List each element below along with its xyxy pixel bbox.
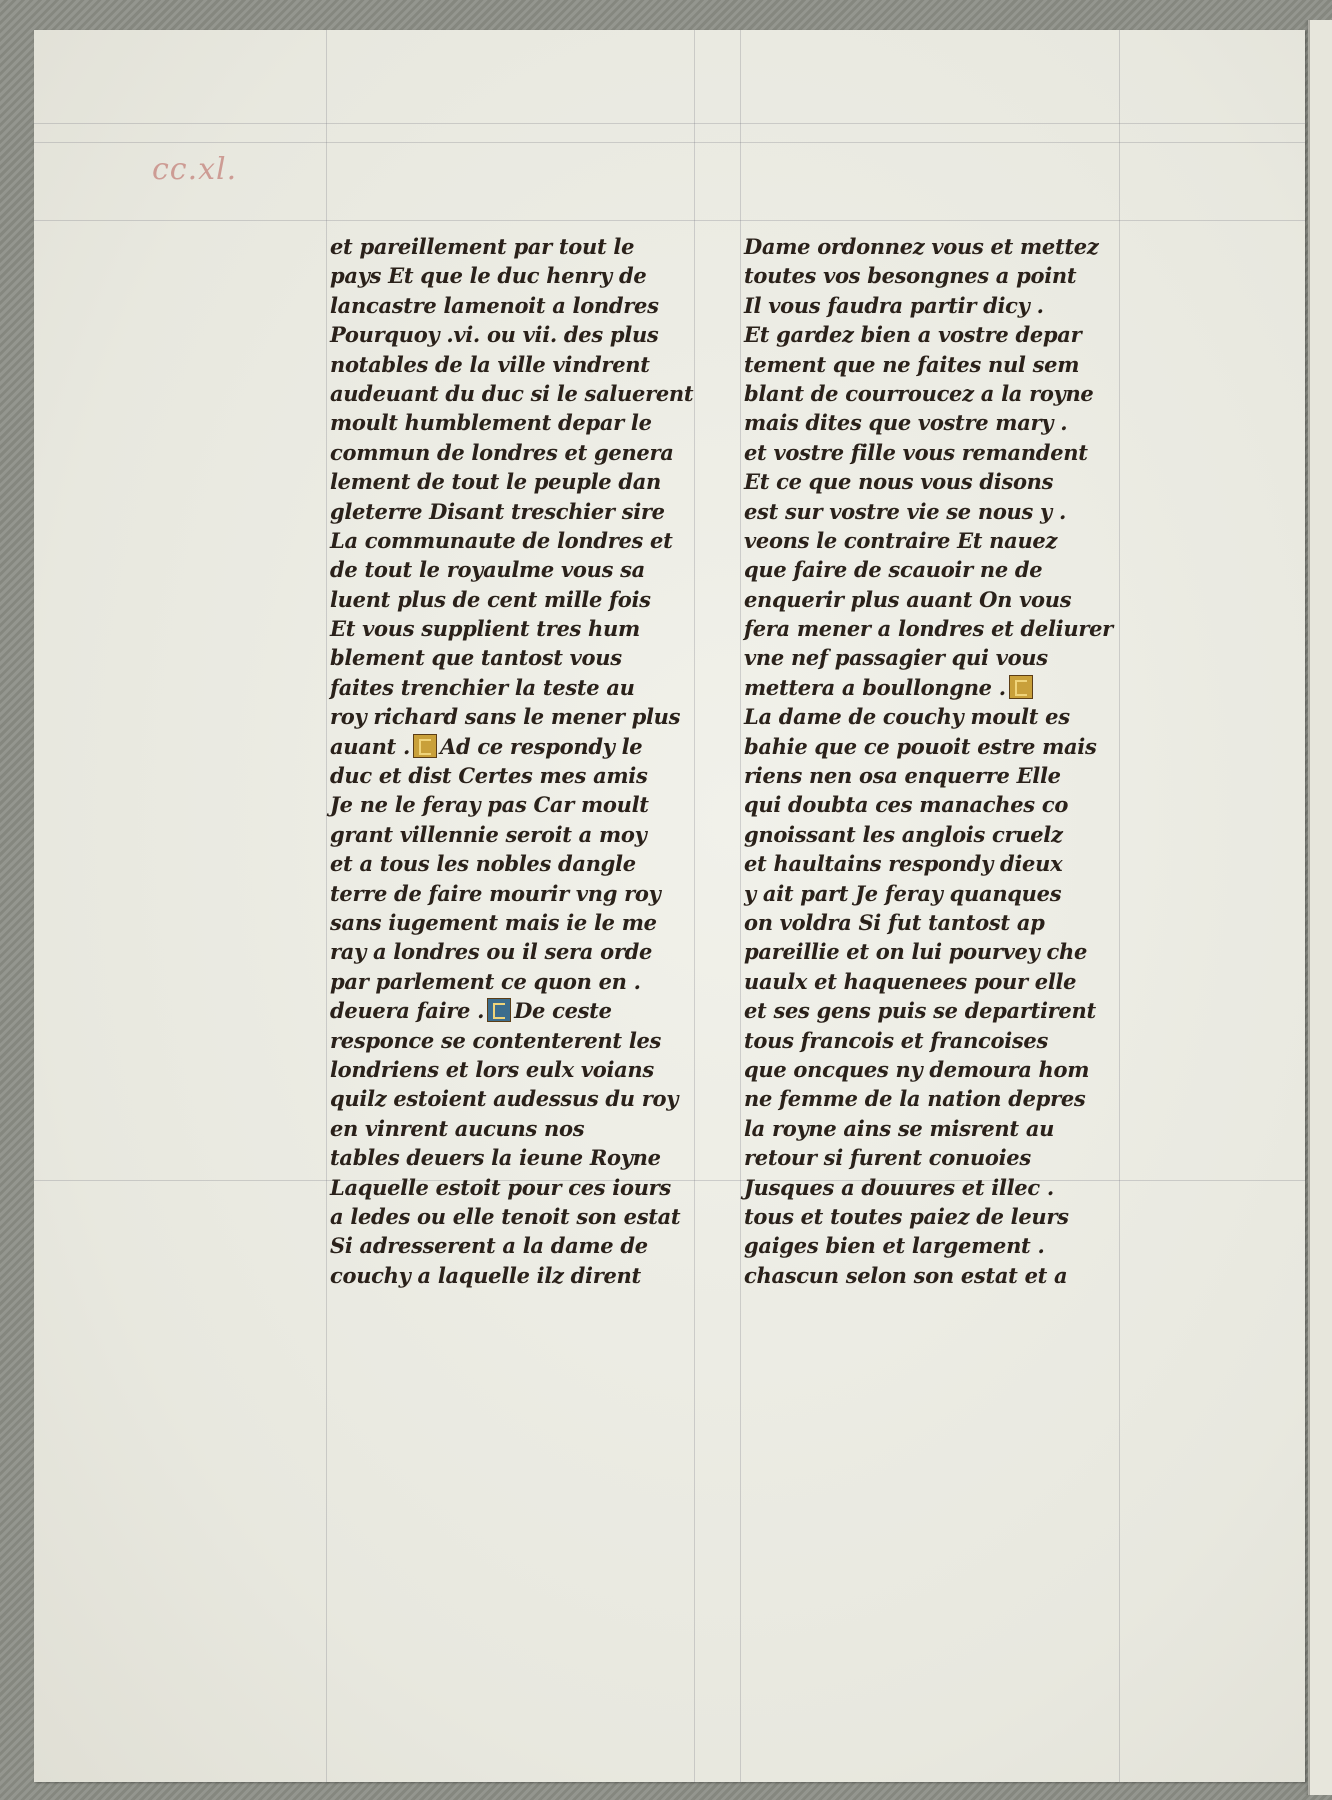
- text-line: [744, 526, 1124, 555]
- text-line-content: tement que ne faites nul sem: [744, 351, 1080, 377]
- text-line-content: la royne ains se misrent au: [744, 1115, 1055, 1141]
- text-line-content: gaiges bien et largement .: [744, 1233, 1045, 1259]
- text-line-content: on voldra Si fut tantost ap: [744, 909, 1045, 935]
- text-line: [330, 497, 710, 526]
- text-line: [744, 438, 1124, 467]
- text-line-content: fera mener a londres et deliurer: [744, 616, 1113, 642]
- text-line: [744, 702, 1124, 731]
- decorated-initial-icon: [487, 998, 511, 1022]
- text-line: [744, 408, 1124, 437]
- text-line-content: enquerir plus auant On vous: [744, 586, 1072, 612]
- text-line: [330, 1231, 710, 1260]
- text-line: [744, 673, 1124, 702]
- text-line: [330, 1084, 710, 1113]
- text-line: [330, 1114, 710, 1143]
- text-line-content: et ses gens puis se departirent: [744, 998, 1096, 1024]
- text-line-content: La communaute de londres et: [330, 527, 673, 553]
- text-line: [330, 1143, 710, 1172]
- text-line-content: blant de courroucez a la royne: [744, 380, 1094, 406]
- text-line: [744, 1114, 1124, 1143]
- text-line-content: a ledes ou elle tenoit son estat: [330, 1203, 681, 1229]
- text-line: [744, 614, 1124, 643]
- text-line-content: deuera faire .: [330, 998, 485, 1024]
- text-line: [744, 232, 1124, 261]
- initial-text: Ad ce respondy le: [439, 733, 643, 759]
- text-line: [330, 614, 710, 643]
- text-line: [744, 732, 1124, 761]
- text-line: [744, 761, 1124, 790]
- text-line-content: Je ne le feray pas Car moult: [330, 792, 649, 818]
- text-line: [330, 908, 710, 937]
- text-line-content: uaulx et haquenees pour elle: [744, 968, 1077, 994]
- folio-number: cc.xl.: [152, 152, 238, 187]
- text-line: [744, 790, 1124, 819]
- text-line: [744, 1231, 1124, 1260]
- text-line: [330, 937, 710, 966]
- text-line-content: chascun selon son estat et a: [744, 1262, 1068, 1288]
- text-line: [330, 996, 710, 1025]
- text-line: [744, 320, 1124, 349]
- text-line: [330, 732, 710, 761]
- text-line: [744, 1202, 1124, 1231]
- text-line-content: couchy a laquelle ilz dirent: [330, 1262, 641, 1288]
- text-line-content: commun de londres et genera: [330, 439, 674, 465]
- text-line: [744, 1055, 1124, 1084]
- text-line-content: mettera a boullongne .: [744, 674, 1006, 700]
- text-line-content: veons le contraire Et nauez: [744, 527, 1058, 553]
- text-line-content: toutes vos besongnes a point: [744, 263, 1077, 289]
- text-line: [330, 232, 710, 261]
- text-line: [330, 261, 710, 290]
- text-line-content: gleterre Disant treschier sire: [330, 498, 665, 524]
- text-line: [330, 673, 710, 702]
- text-line-content: Jusques a douures et illec .: [744, 1174, 1054, 1200]
- text-line-content: retour si furent conuoies: [744, 1145, 1031, 1171]
- text-line: [330, 1261, 710, 1290]
- text-line: [744, 585, 1124, 614]
- text-line: [330, 643, 710, 672]
- text-line-content: lement de tout le peuple dan: [330, 469, 661, 495]
- text-line: [744, 291, 1124, 320]
- text-line: [330, 379, 710, 408]
- text-line: [744, 555, 1124, 584]
- text-line: [744, 643, 1124, 672]
- text-line-content: notables de la ville vindrent: [330, 351, 650, 377]
- text-line-content: roy richard sans le mener plus: [330, 704, 681, 730]
- text-line-content: terre de faire mourir vng roy: [330, 880, 661, 906]
- decorated-initial-icon: [1009, 675, 1033, 699]
- text-line-content: grant villennie seroit a moy: [330, 821, 647, 847]
- text-line: [330, 320, 710, 349]
- text-line-content: que faire de scauoir ne de: [744, 557, 1043, 583]
- text-line-content: londriens et lors eulx voians: [330, 1056, 654, 1082]
- text-line: [330, 790, 710, 819]
- text-line: [744, 908, 1124, 937]
- text-line: [744, 261, 1124, 290]
- text-line: [330, 967, 710, 996]
- initial-text: De ceste: [514, 998, 612, 1024]
- text-line: [744, 879, 1124, 908]
- text-line-content: moult humblement depar le: [330, 410, 652, 436]
- text-line-content: Dame ordonnez vous et mettez: [744, 234, 1099, 259]
- text-line: [330, 555, 710, 584]
- text-line: [744, 379, 1124, 408]
- ruling-line: [34, 123, 1305, 124]
- text-line-content: bahie que ce pouoit estre mais: [744, 733, 1097, 759]
- ruling-line: [34, 142, 1305, 143]
- text-line-content: tous francois et francoises: [744, 1027, 1049, 1053]
- text-line-content: qui doubta ces manaches co: [744, 792, 1069, 818]
- text-line-content: Pourquoy .vi. ou vii. des plus: [330, 322, 659, 348]
- text-line-content: Et gardez bien a vostre depar: [744, 322, 1082, 348]
- text-line-content: Et vous supplient tres hum: [330, 616, 640, 642]
- text-line-content: et pareillement par tout le: [330, 234, 635, 259]
- text-line-content: duc et dist Certes mes amis: [330, 763, 648, 789]
- text-line: [744, 1026, 1124, 1055]
- text-line-content: et vostre fille vous remandent: [744, 439, 1088, 465]
- text-line-content: sans iugement mais ie le me: [330, 909, 657, 935]
- left-text-column: [330, 232, 710, 1290]
- text-line: [744, 1173, 1124, 1202]
- text-line: [330, 1026, 710, 1055]
- text-line: [330, 702, 710, 731]
- text-line-content: Et ce que nous vous disons: [744, 469, 1054, 495]
- text-line-content: par parlement ce quon en .: [330, 968, 641, 994]
- text-line-content: que oncques ny demoura hom: [744, 1056, 1090, 1082]
- text-line: [744, 1143, 1124, 1172]
- text-line: [330, 1202, 710, 1231]
- text-line: [744, 996, 1124, 1025]
- text-line-content: mais dites que vostre mary .: [744, 410, 1068, 436]
- text-line: [744, 467, 1124, 496]
- text-line: [744, 849, 1124, 878]
- ruling-line: [34, 220, 1305, 221]
- text-line: [330, 467, 710, 496]
- text-line-content: blement que tantost vous: [330, 645, 622, 671]
- text-line: [744, 937, 1124, 966]
- text-line-content: Il vous faudra partir dicy .: [744, 292, 1044, 318]
- text-line: [330, 1055, 710, 1084]
- text-line: [330, 350, 710, 379]
- text-line: [744, 820, 1124, 849]
- text-line-content: audeuant du duc si le saluerent: [330, 380, 694, 406]
- text-line-content: responce se contenterent les: [330, 1027, 662, 1053]
- text-line-content: luent plus de cent mille fois: [330, 586, 651, 612]
- text-line-content: lancastre lamenoit a londres: [330, 292, 659, 318]
- text-line-content: ne femme de la nation depres: [744, 1086, 1086, 1112]
- text-line-content: tous et toutes paiez de leurs: [744, 1203, 1069, 1229]
- text-line: [330, 1173, 710, 1202]
- text-line-content: riens nen osa enquerre Elle: [744, 763, 1061, 789]
- text-line-content: Si adresserent a la dame de: [330, 1233, 648, 1259]
- text-line-content: Laquelle estoit pour ces iours: [330, 1174, 671, 1200]
- text-line-content: de tout le royaulme vous sa: [330, 557, 645, 583]
- text-line: [330, 291, 710, 320]
- text-line: [330, 408, 710, 437]
- text-line: [330, 879, 710, 908]
- right-text-column: [744, 232, 1124, 1290]
- text-line: [330, 761, 710, 790]
- text-line: [330, 849, 710, 878]
- text-line: [330, 438, 710, 467]
- text-line-content: est sur vostre vie se nous y .: [744, 498, 1066, 524]
- text-line: [744, 350, 1124, 379]
- text-line-content: y ait part Je feray quanques: [744, 880, 1062, 906]
- text-line-content: et a tous les nobles dangle: [330, 851, 636, 877]
- text-line-content: ray a londres ou il sera orde: [330, 939, 653, 965]
- text-line-content: pays Et que le duc henry de: [330, 263, 647, 289]
- adjacent-page-edge: [1308, 20, 1332, 1795]
- text-line: [330, 526, 710, 555]
- ruling-line: [740, 30, 741, 1782]
- text-line-content: gnoissant les anglois cruelz: [744, 821, 1063, 847]
- text-line-content: La dame de couchy moult es: [744, 704, 1070, 730]
- text-line: [330, 820, 710, 849]
- text-line-content: auant .: [330, 733, 410, 759]
- text-line: [330, 585, 710, 614]
- text-line: [744, 1084, 1124, 1113]
- text-line-content: et haultains respondy dieux: [744, 851, 1063, 877]
- text-line: [744, 1261, 1124, 1290]
- text-line-content: quilz estoient audessus du roy: [330, 1086, 679, 1112]
- text-line-content: en vinrent aucuns nos: [330, 1115, 585, 1141]
- text-line-content: pareillie et on lui pourvey che: [744, 939, 1088, 965]
- text-line: [744, 967, 1124, 996]
- text-line-content: faites trenchier la teste au: [330, 674, 635, 700]
- text-line-content: vne nef passagier qui vous: [744, 645, 1048, 671]
- ruling-line: [326, 30, 327, 1782]
- text-line-content: tables deuers la ieune Royne: [330, 1145, 661, 1171]
- text-line: [744, 497, 1124, 526]
- decorated-initial-icon: [413, 734, 437, 758]
